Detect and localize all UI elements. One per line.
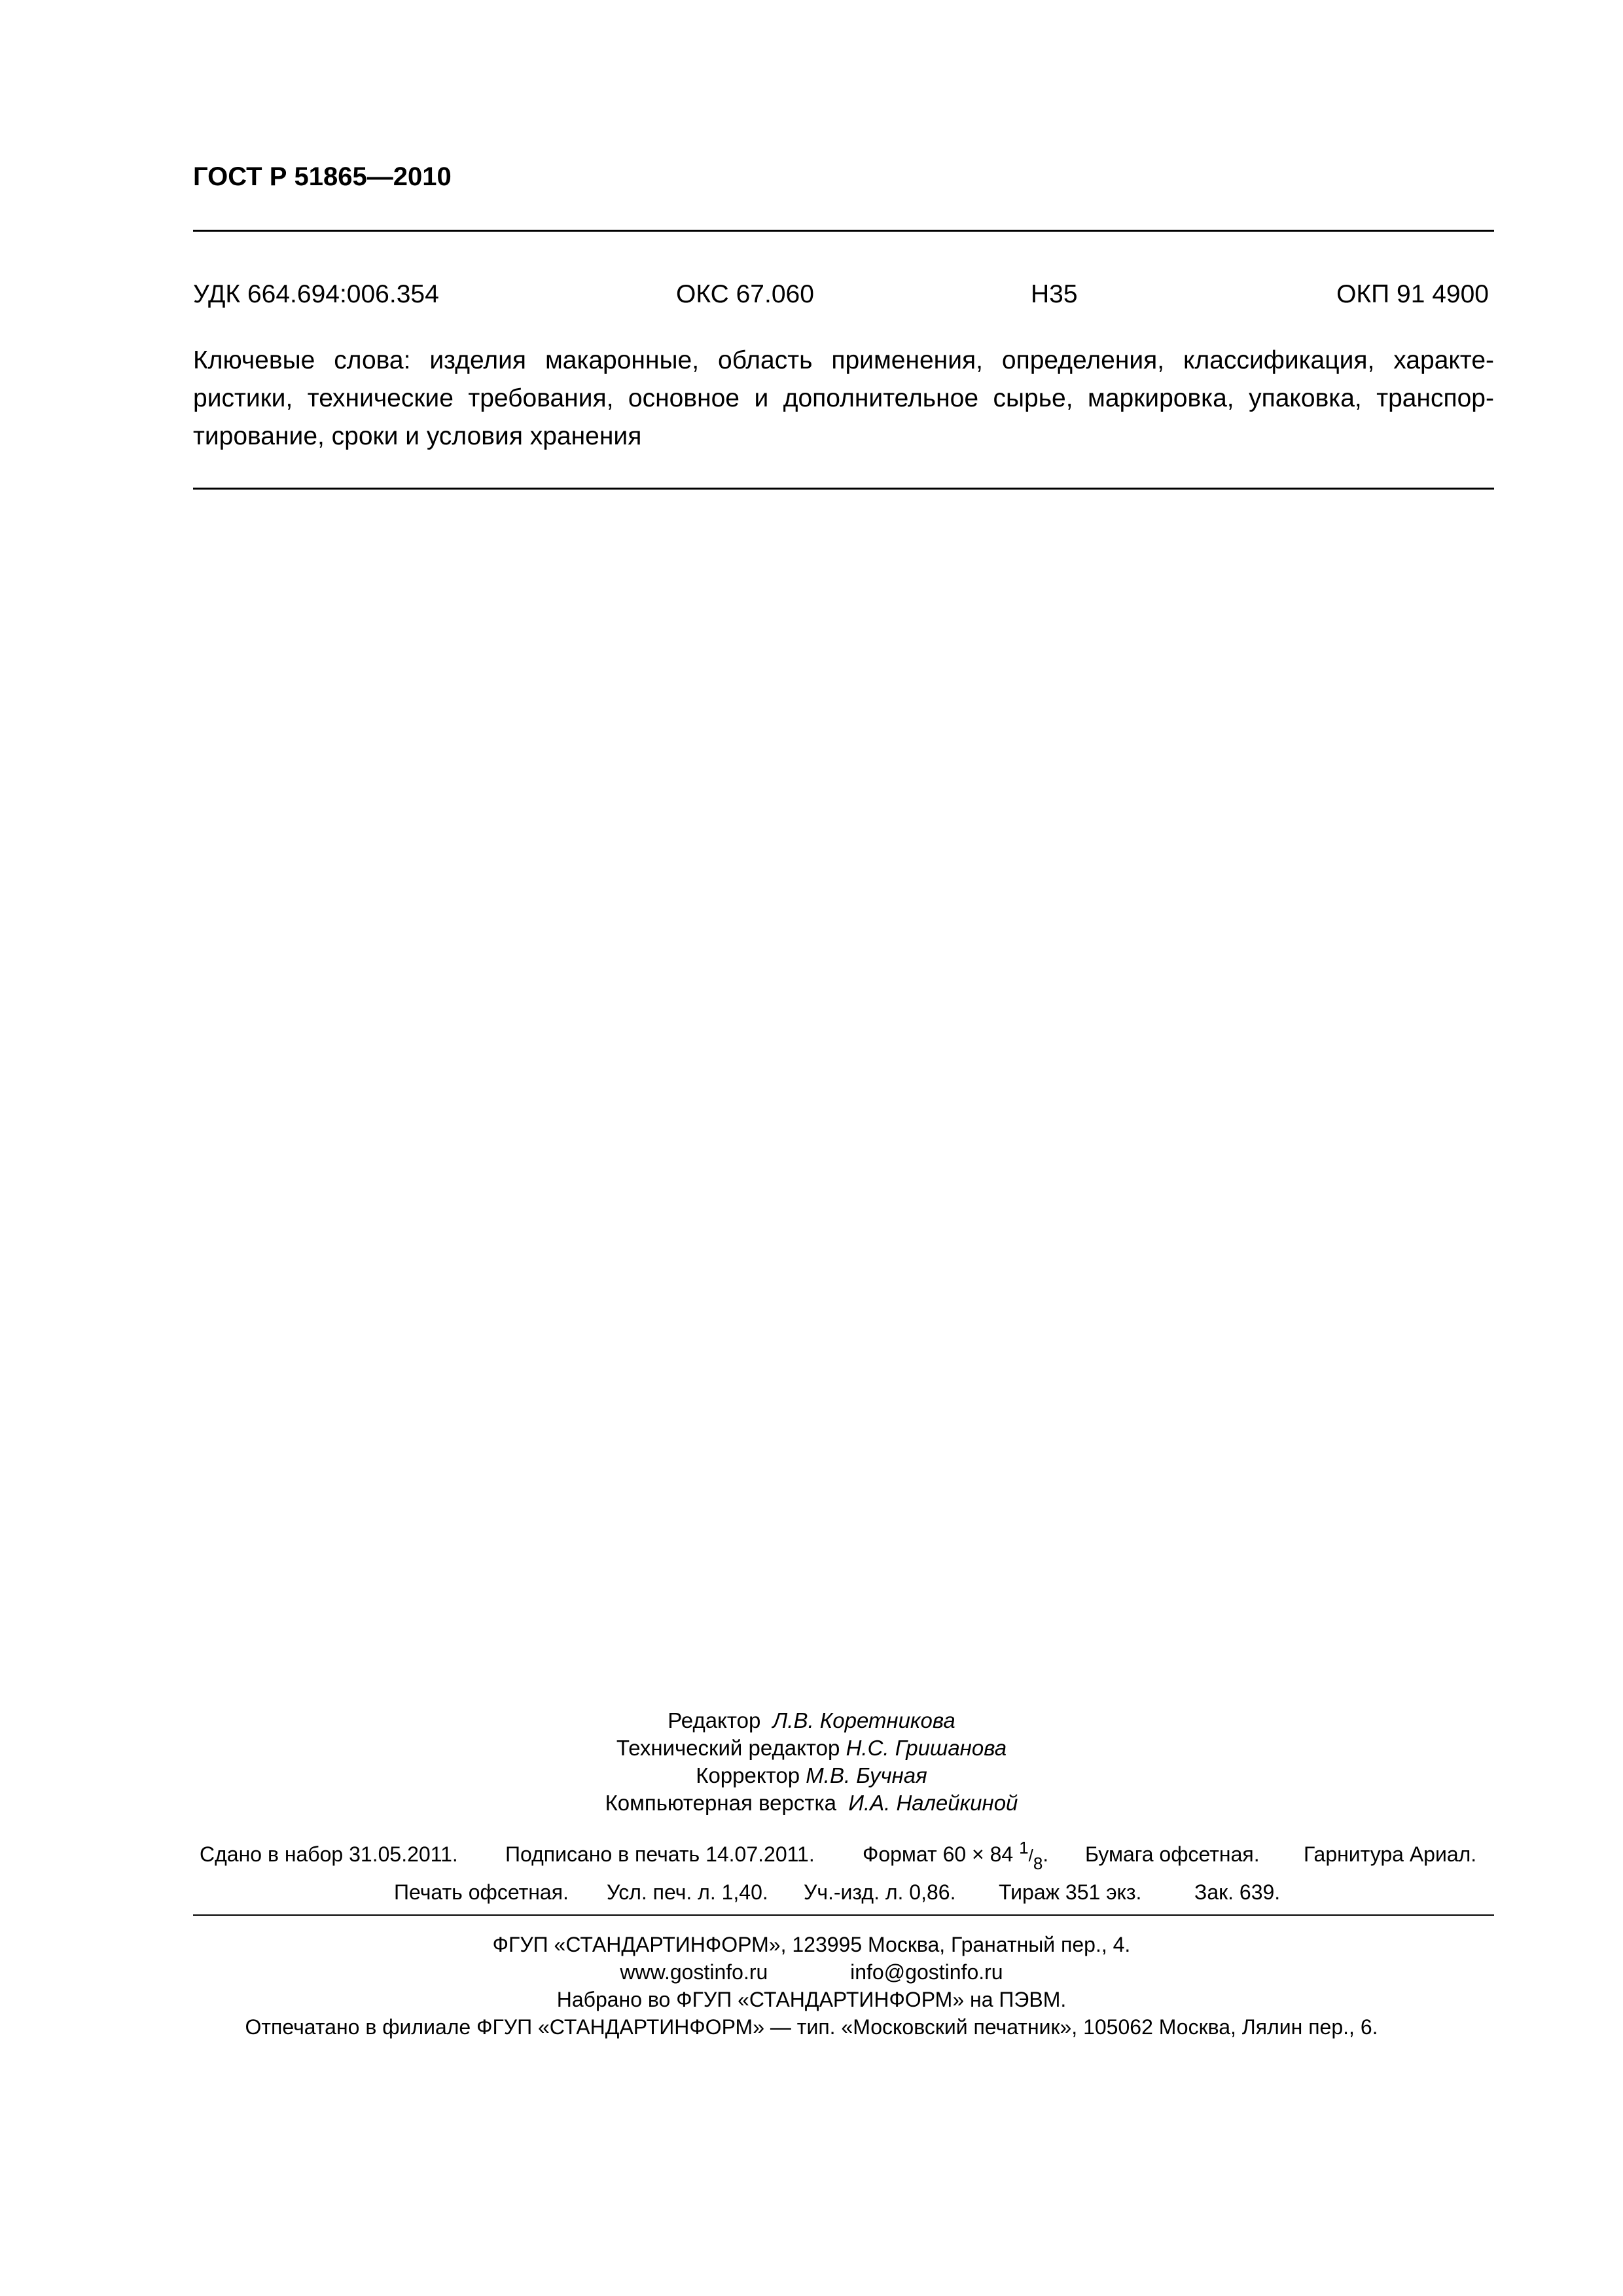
publisher-printed: Отпечатано в филиале ФГУП «СТАНДАРТИНФОРМ» — тип. «Московский печатник», 105062 Москва, Лялин пер., 6. xyxy=(245,2015,1378,2039)
imprint-divider xyxy=(193,1914,1494,1916)
keywords-line: Ключевые слова: изделия макаронные, область применения, определения, классификация, характе- xyxy=(193,346,1494,374)
tech-editor-line xyxy=(0,1734,1623,1762)
classification-row xyxy=(193,280,1494,313)
tech-editor-name: Н.С. Гришанова xyxy=(846,1736,1007,1760)
oks-code: ОКС 67.060 xyxy=(676,280,814,308)
imprint-row-2 xyxy=(0,1880,1623,1913)
publisher-contacts xyxy=(0,1958,1623,1986)
corrector-role: Корректор xyxy=(696,1763,800,1787)
keywords-line: ристики, технические требования, основное и дополнительное сырье, маркировка, упаковка, транспор- xyxy=(193,384,1494,412)
publisher-website[interactable]: www.gostinfo.ru xyxy=(620,1960,768,1984)
imprint-signed: Подписано в печать 14.07.2011. xyxy=(505,1842,815,1866)
imprint-set: Сдано в набор 31.05.2011. xyxy=(200,1842,458,1866)
corrector-line xyxy=(0,1762,1623,1789)
imprint-typeface: Гарнитура Ариал. xyxy=(1304,1842,1477,1866)
layout-name: И.А. Налейкиной xyxy=(848,1791,1018,1815)
keywords-block xyxy=(193,342,1494,456)
publisher-email[interactable]: info@gostinfo.ru xyxy=(850,1960,1003,1984)
imprint-print: Печать офсетная. xyxy=(394,1880,569,1904)
imprint-circulation: Тираж 351 экз. xyxy=(999,1880,1142,1904)
imprint-row-1 xyxy=(0,1838,1623,1875)
keywords-divider xyxy=(193,488,1494,490)
top-divider xyxy=(193,230,1494,232)
imprint-paper: Бумага офсетная. xyxy=(1085,1842,1260,1866)
imprint-format: Формат 60 × 84 1/8. xyxy=(863,1838,1049,1873)
corrector-name: М.В. Бучная xyxy=(806,1763,927,1787)
keywords-line: тирование, сроки и условия хранения xyxy=(193,422,642,450)
udk-code: УДК 664.694:006.354 xyxy=(193,280,439,308)
format-fraction: 1/8 xyxy=(1019,1838,1043,1873)
n-code: Н35 xyxy=(1031,280,1078,308)
editor-line xyxy=(0,1707,1623,1734)
publisher-typeset: Набрано во ФГУП «СТАНДАРТИНФОРМ» на ПЭВМ. xyxy=(556,1988,1067,2011)
imprint-order: Зак. 639. xyxy=(1194,1880,1281,1904)
imprint-sheets: Усл. печ. л. 1,40. xyxy=(607,1880,768,1904)
imprint-edit-sheets: Уч.-изд. л. 0,86. xyxy=(804,1880,956,1904)
publisher-address: ФГУП «СТАНДАРТИНФОРМ», 123995 Москва, Гранатный пер., 4. xyxy=(492,1933,1131,1956)
layout-line xyxy=(0,1789,1623,1817)
credits-block xyxy=(0,1707,1623,1817)
editor-name: Л.В. Коретникова xyxy=(772,1708,955,1732)
layout-role: Компьютерная верстка xyxy=(605,1791,836,1815)
tech-editor-role: Технический редактор xyxy=(616,1736,840,1760)
document-code: ГОСТ Р 51865—2010 xyxy=(193,162,452,191)
publisher-block xyxy=(0,1931,1623,2041)
okp-code: ОКП 91 4900 xyxy=(1336,280,1489,308)
editor-role: Редактор xyxy=(668,1708,761,1732)
